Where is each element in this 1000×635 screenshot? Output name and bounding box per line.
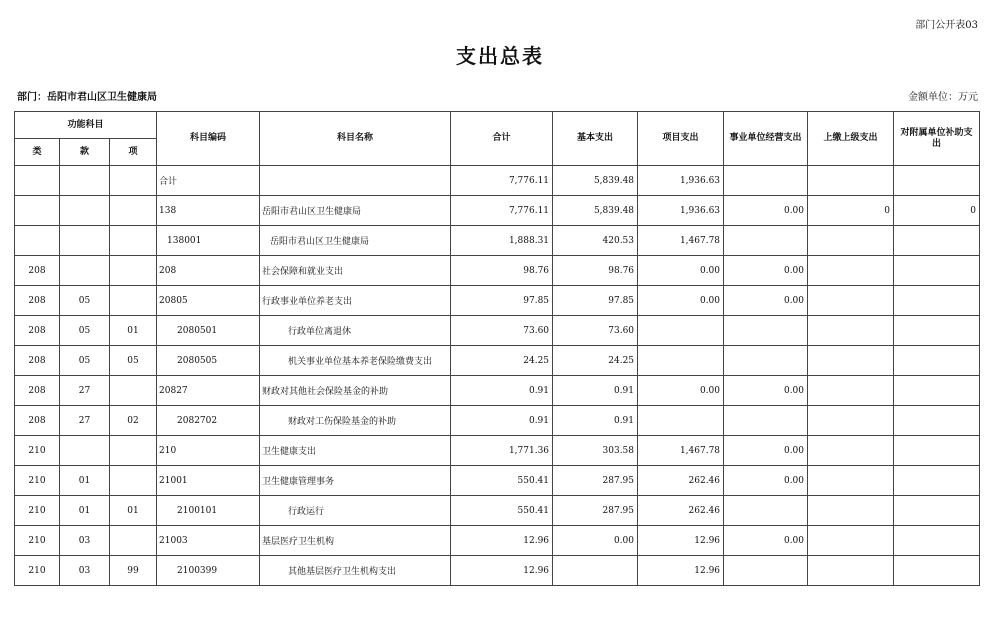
cell-upper (808, 406, 894, 436)
header-subject-name: 科目名称 (260, 112, 451, 166)
cell-total: 98.76 (451, 256, 553, 286)
header-xiang: 项 (110, 139, 157, 166)
amount-unit-label: 金额单位：万元 (908, 92, 978, 103)
cell-upper (808, 286, 894, 316)
cell-basic: 0.00 (553, 526, 638, 556)
cell-kuan: 03 (60, 556, 110, 586)
cell-subsidy (894, 466, 980, 496)
cell-upper (808, 256, 894, 286)
table-row (15, 466, 980, 496)
cell-business (724, 556, 808, 586)
cell-project: 1,467.78 (638, 436, 724, 466)
header-business-expenditure: 事业单位经营支出 (724, 112, 808, 166)
cell-project: 12.96 (638, 556, 724, 586)
cell-xiang (110, 436, 157, 466)
cell-name: 岳阳市君山区卫生健康局 (260, 226, 451, 256)
table-row (15, 316, 980, 346)
table-row (15, 196, 980, 226)
cell-subsidy (894, 376, 980, 406)
table-row (15, 496, 980, 526)
cell-subsidy (894, 316, 980, 346)
cell-code: 20827 (157, 376, 260, 406)
cell-subsidy (894, 436, 980, 466)
cell-basic: 0.91 (553, 376, 638, 406)
cell-business: 0.00 (724, 526, 808, 556)
cell-code: 2080505 (157, 346, 260, 376)
cell-lei (15, 166, 60, 196)
cell-project: 262.46 (638, 466, 724, 496)
cell-business (724, 346, 808, 376)
cell-kuan (60, 196, 110, 226)
cell-project: 1,467.78 (638, 226, 724, 256)
cell-kuan (60, 226, 110, 256)
cell-code: 138001 (157, 226, 260, 256)
cell-upper (808, 466, 894, 496)
cell-basic: 303.58 (553, 436, 638, 466)
table-row (15, 346, 980, 376)
cell-total: 12.96 (451, 556, 553, 586)
cell-xiang (110, 226, 157, 256)
cell-code: 210 (157, 436, 260, 466)
cell-basic: 287.95 (553, 466, 638, 496)
form-code: 部门公开表03 (915, 20, 978, 31)
cell-upper (808, 436, 894, 466)
cell-lei (15, 196, 60, 226)
cell-name: 行政事业单位养老支出 (260, 286, 451, 316)
cell-upper (808, 166, 894, 196)
cell-total: 1,888.31 (451, 226, 553, 256)
cell-xiang (110, 286, 157, 316)
cell-name: 机关事业单位基本养老保险缴费支出 (260, 346, 451, 376)
cell-name: 社会保障和就业支出 (260, 256, 451, 286)
cell-kuan (60, 256, 110, 286)
cell-subsidy: 0 (894, 196, 980, 226)
cell-code: 2100101 (157, 496, 260, 526)
cell-subsidy (894, 286, 980, 316)
cell-total: 97.85 (451, 286, 553, 316)
cell-xiang: 02 (110, 406, 157, 436)
cell-xiang (110, 166, 157, 196)
cell-business: 0.00 (724, 196, 808, 226)
cell-basic: 98.76 (553, 256, 638, 286)
cell-code: 20805 (157, 286, 260, 316)
cell-upper (808, 496, 894, 526)
cell-project (638, 316, 724, 346)
cell-basic: 5,839.48 (553, 166, 638, 196)
cell-lei: 208 (15, 406, 60, 436)
cell-subsidy (894, 496, 980, 526)
cell-upper: 0 (808, 196, 894, 226)
cell-total: 12.96 (451, 526, 553, 556)
cell-subsidy (894, 556, 980, 586)
header-basic-expenditure: 基本支出 (553, 112, 638, 166)
cell-name: 卫生健康支出 (260, 436, 451, 466)
cell-business: 0.00 (724, 256, 808, 286)
cell-upper (808, 556, 894, 586)
cell-lei: 210 (15, 496, 60, 526)
cell-code: 2080501 (157, 316, 260, 346)
cell-upper (808, 346, 894, 376)
cell-project: 0.00 (638, 286, 724, 316)
header-total: 合计 (451, 112, 553, 166)
cell-subsidy (894, 406, 980, 436)
cell-total: 73.60 (451, 316, 553, 346)
cell-code: 21003 (157, 526, 260, 556)
cell-kuan (60, 166, 110, 196)
table-row (15, 256, 980, 286)
cell-kuan: 01 (60, 466, 110, 496)
cell-kuan: 05 (60, 316, 110, 346)
cell-xiang: 99 (110, 556, 157, 586)
cell-project (638, 406, 724, 436)
cell-subsidy (894, 226, 980, 256)
cell-code: 2082702 (157, 406, 260, 436)
table-row (15, 166, 980, 196)
cell-code: 21001 (157, 466, 260, 496)
table-row (15, 226, 980, 256)
cell-code: 138 (157, 196, 260, 226)
cell-xiang (110, 256, 157, 286)
cell-lei: 210 (15, 556, 60, 586)
cell-project: 0.00 (638, 376, 724, 406)
page-title: 支出总表 (456, 44, 544, 68)
cell-name: 其他基层医疗卫生机构支出 (260, 556, 451, 586)
cell-kuan: 01 (60, 496, 110, 526)
table-row (15, 436, 980, 466)
cell-project: 12.96 (638, 526, 724, 556)
cell-basic: 97.85 (553, 286, 638, 316)
cell-business (724, 496, 808, 526)
cell-kuan: 03 (60, 526, 110, 556)
header-upper-payment: 上缴上级支出 (808, 112, 894, 166)
table-row (15, 286, 980, 316)
cell-project: 0.00 (638, 256, 724, 286)
cell-business (724, 226, 808, 256)
cell-kuan: 27 (60, 406, 110, 436)
cell-basic: 0.91 (553, 406, 638, 436)
cell-name: 卫生健康管理事务 (260, 466, 451, 496)
cell-name: 行政运行 (260, 496, 451, 526)
cell-project (638, 346, 724, 376)
cell-lei: 210 (15, 466, 60, 496)
cell-total: 550.41 (451, 496, 553, 526)
cell-basic: 5,839.48 (553, 196, 638, 226)
cell-xiang (110, 466, 157, 496)
cell-kuan: 27 (60, 376, 110, 406)
cell-code: 合计 (157, 166, 260, 196)
cell-xiang: 05 (110, 346, 157, 376)
cell-subsidy (894, 346, 980, 376)
cell-lei: 208 (15, 316, 60, 346)
cell-lei: 210 (15, 526, 60, 556)
cell-business (724, 316, 808, 346)
cell-lei: 208 (15, 346, 60, 376)
header-subject-code: 科目编码 (157, 112, 260, 166)
cell-total: 550.41 (451, 466, 553, 496)
expenditure-summary-table (14, 111, 980, 586)
cell-code: 2100399 (157, 556, 260, 586)
cell-business: 0.00 (724, 466, 808, 496)
cell-code: 208 (157, 256, 260, 286)
cell-total: 7,776.11 (451, 196, 553, 226)
cell-basic: 287.95 (553, 496, 638, 526)
cell-project: 1,936.63 (638, 196, 724, 226)
cell-basic: 420.53 (553, 226, 638, 256)
table-row (15, 526, 980, 556)
cell-xiang: 01 (110, 496, 157, 526)
cell-total: 24.25 (451, 346, 553, 376)
cell-total: 7,776.11 (451, 166, 553, 196)
cell-lei: 208 (15, 256, 60, 286)
cell-xiang (110, 196, 157, 226)
cell-name: 财政对其他社会保险基金的补助 (260, 376, 451, 406)
cell-total: 0.91 (451, 376, 553, 406)
cell-lei: 208 (15, 286, 60, 316)
cell-name (260, 166, 451, 196)
cell-lei: 208 (15, 376, 60, 406)
cell-upper (808, 376, 894, 406)
cell-business: 0.00 (724, 286, 808, 316)
cell-kuan: 05 (60, 286, 110, 316)
cell-basic: 73.60 (553, 316, 638, 346)
cell-business: 0.00 (724, 376, 808, 406)
header-kuan: 款 (60, 139, 110, 166)
cell-business: 0.00 (724, 436, 808, 466)
header-function-subject: 功能科目 (15, 112, 157, 139)
cell-project: 262.46 (638, 496, 724, 526)
cell-name: 财政对工伤保险基金的补助 (260, 406, 451, 436)
cell-subsidy (894, 166, 980, 196)
cell-business (724, 406, 808, 436)
table-row (15, 556, 980, 586)
cell-total: 1,771.36 (451, 436, 553, 466)
cell-subsidy (894, 256, 980, 286)
cell-upper (808, 226, 894, 256)
cell-kuan: 05 (60, 346, 110, 376)
table-row (15, 376, 980, 406)
cell-xiang (110, 376, 157, 406)
cell-name: 岳阳市君山区卫生健康局 (260, 196, 451, 226)
cell-total: 0.91 (451, 406, 553, 436)
cell-upper (808, 526, 894, 556)
cell-basic: 24.25 (553, 346, 638, 376)
department-label: 部门：岳阳市君山区卫生健康局 (17, 92, 157, 103)
cell-upper (808, 316, 894, 346)
cell-name: 行政单位离退休 (260, 316, 451, 346)
cell-basic (553, 556, 638, 586)
cell-project: 1,936.63 (638, 166, 724, 196)
header-lei: 类 (15, 139, 60, 166)
table-row (15, 406, 980, 436)
cell-kuan (60, 436, 110, 466)
cell-business (724, 166, 808, 196)
header-project-expenditure: 项目支出 (638, 112, 724, 166)
cell-lei: 210 (15, 436, 60, 466)
cell-xiang (110, 526, 157, 556)
header-subsidy: 对附属单位补助支出 (894, 112, 980, 166)
cell-name: 基层医疗卫生机构 (260, 526, 451, 556)
cell-subsidy (894, 526, 980, 556)
cell-xiang: 01 (110, 316, 157, 346)
cell-lei (15, 226, 60, 256)
